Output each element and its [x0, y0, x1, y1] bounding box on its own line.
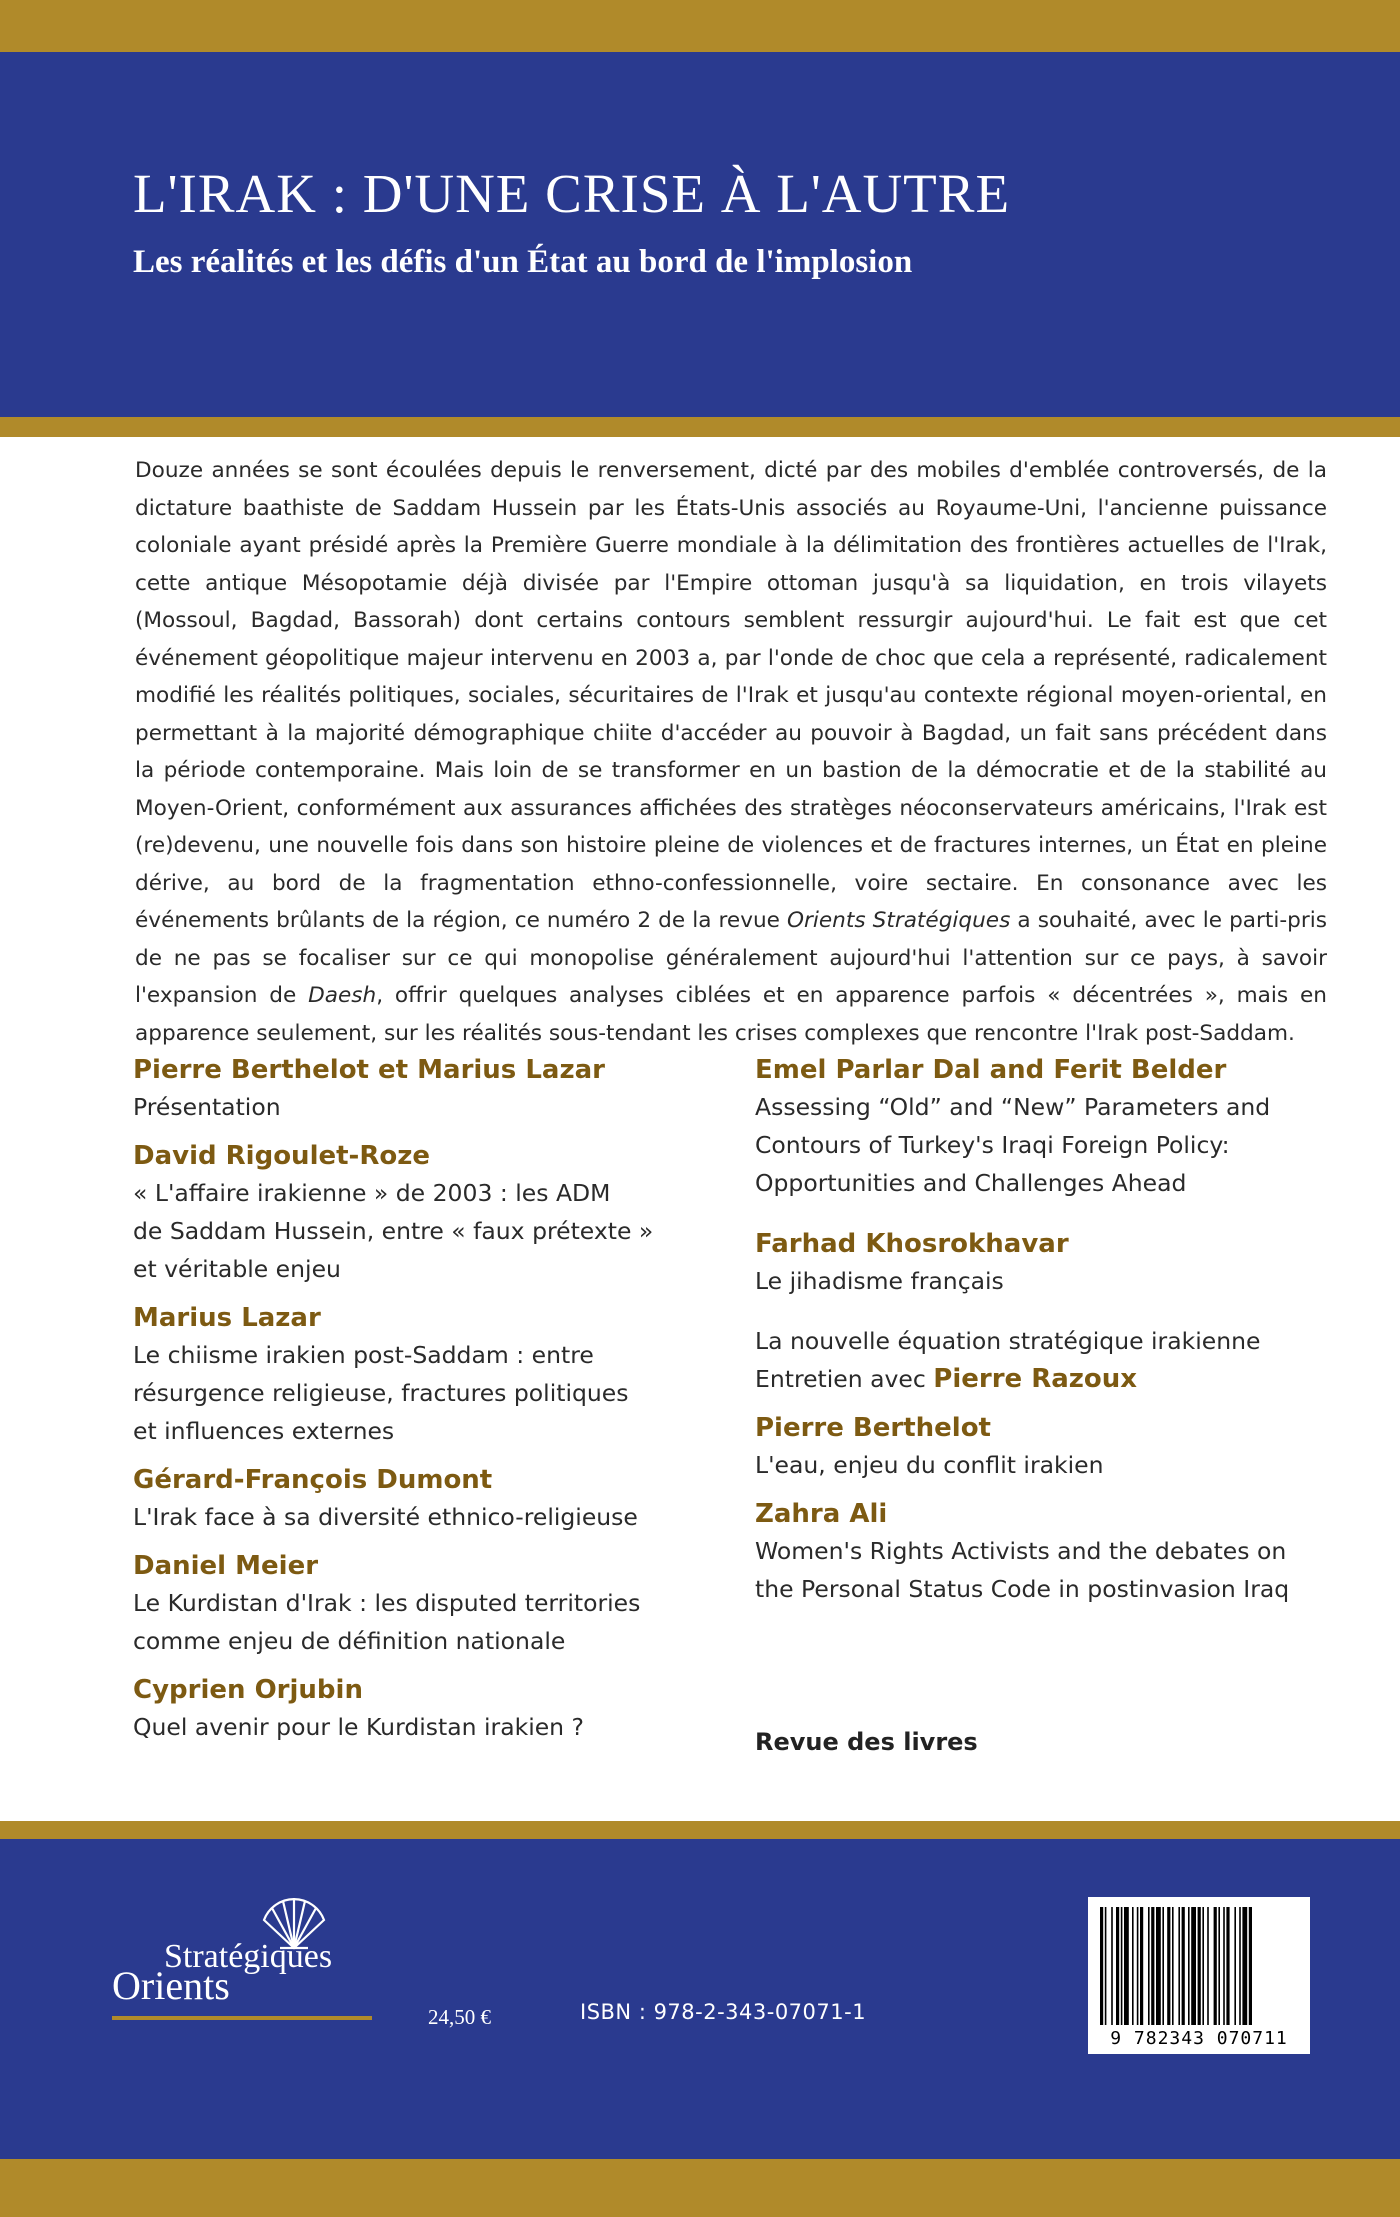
barcode-bar [1178, 1907, 1180, 2025]
header-gold-stripe-bottom [0, 417, 1400, 437]
barcode-bar [1188, 1907, 1190, 2025]
barcode-bar [1202, 1907, 1204, 2025]
barcode-bar [1249, 1907, 1252, 2025]
abstract-daesh: Daesh [308, 983, 377, 1008]
barcode-bar [1218, 1907, 1220, 2025]
abstract-paragraph [135, 452, 1327, 1052]
revue-des-livres: Revue des livres [755, 1728, 978, 1756]
barcode-bar [1242, 1907, 1247, 2025]
toc-author: Pierre Berthelot et Marius Lazar [133, 1055, 605, 1085]
barcode-bar [1121, 1907, 1123, 2025]
book-subtitle: Les réalités et les défis d'un État au bord de l'implosion [133, 244, 913, 280]
contents-right-column [755, 1052, 1315, 1756]
barcode-bar [1105, 1907, 1107, 2025]
publisher-logo [112, 1890, 382, 2025]
barcode-bar [1148, 1907, 1150, 2025]
toc-author: Pierre Berthelot [755, 1413, 991, 1443]
barcode-bar [1198, 1907, 1201, 2025]
toc-article: Assessing “Old” and “New” Parameters and Contours of Turkey's Iraqi Foreign Policy: Opportunities and Challenges Ahead [755, 1093, 1271, 1197]
abstract-text-1: Douze années se sont écoulées depuis le renversement, dicté par des mobiles d'emblée controversés, de la dictature baathiste de Saddam Hussein par les États-Unis associés au Royaume-Uni, l'ancienne puissance coloniale ayant présidé après la Première Guerre mondiale à la délimitation des frontières actuelles de l'Irak, cette antique Mésopotamie déjà divisée par l'Empire ottoman jusqu'à sa liquidation, en trois vilayets (Mossoul, Bagdad, Bassorah) dont certains contours semblent ressurgir aujourd'hui. Le fait est que cet événement géopolitique majeur intervenu en 2003 a, par l'onde de choc que cela a représenté, radicalement modifié les réalités politiques, sociales, sécuritaires de l'Irak et jusqu'au contexte régional moyen-oriental, en permettant à la majorité démographique chiite d'accéder au pouvoir à Bagdad, un fait sans précédent dans la période contemporaine. Mais loin de se transformer en un bastion de la démocratie et de la stabilité au Moyen-Orient, conformément aux assurances affichées des stratèges néoconservateurs américains, l'Irak est (re)devenu, une nouvelle fois dans son histoire pleine de violences et de fractures internes, un État en pleine dérive, au bord de la fragmentation ethno-confessionnelle, voire sectaire. En consonance avec les événements brûlants de la région, ce numéro 2 de la revue [135, 458, 1327, 933]
toc-entry [133, 1672, 693, 1746]
barcode-bar [1132, 1907, 1134, 2025]
barcode-bar [1172, 1907, 1174, 2025]
toc-author: Emel Parlar Dal and Ferit Belder [755, 1055, 1227, 1085]
barcode-bar [1214, 1907, 1217, 2025]
footer-gold-stripe-top [0, 1821, 1400, 1839]
barcode-number: 9 782343 070711 [1110, 2028, 1288, 2049]
barcode-bar [1140, 1907, 1143, 2025]
logo-text-strategiques: Stratégiques [164, 1938, 333, 1975]
toc-entry [755, 1052, 1315, 1202]
barcode-bar [1223, 1907, 1225, 2025]
barcode-bar [1124, 1907, 1129, 2025]
toc-entry [755, 1226, 1315, 1300]
toc-article: Le Kurdistan d'Irak : les disputed territories comme enjeu de définition nationale [133, 1589, 641, 1655]
toc-author: Gérard-François Dumont [133, 1465, 493, 1495]
toc-entry [133, 1548, 693, 1660]
toc-author: Marius Lazar [133, 1303, 321, 1333]
toc-interview-title: La nouvelle équation stratégique irakienne [755, 1327, 1261, 1355]
barcode-bar [1100, 1907, 1103, 2025]
abstract-journal-name: Orients Stratégiques [787, 908, 1011, 933]
barcode-bar [1116, 1907, 1119, 2025]
toc-entry [755, 1496, 1315, 1608]
toc-entry [755, 1410, 1315, 1484]
barcode-bar [1167, 1907, 1170, 2025]
toc-author: David Rigoulet-Roze [133, 1141, 430, 1171]
contents-left-column [133, 1052, 693, 1758]
logo-text-orients: Orients [112, 1963, 230, 2008]
toc-article: L'Irak face à sa diversité ethnico-religieuse [133, 1503, 638, 1531]
barcode-bar [1156, 1907, 1161, 2025]
toc-entry [133, 1052, 693, 1126]
toc-entry [133, 1300, 693, 1450]
toc-article: Le jihadisme français [755, 1267, 1004, 1295]
toc-article: L'eau, enjeu du conflit irakien [755, 1451, 1104, 1479]
toc-interview-prefix: Entretien avec [755, 1365, 934, 1393]
barcode-bar [1111, 1907, 1113, 2025]
toc-interview-line [755, 1360, 1315, 1398]
toc-author: Cyprien Orjubin [133, 1675, 363, 1705]
isbn-label: ISBN : 978-2-343-07071-1 [580, 2000, 867, 2024]
toc-article: Présentation [133, 1093, 281, 1121]
toc-entry [133, 1462, 693, 1536]
barcode-bar [1137, 1907, 1139, 2025]
barcode [1088, 1897, 1310, 2054]
toc-interview-entry [755, 1322, 1315, 1398]
barcode-bar [1151, 1907, 1154, 2025]
abstract-text-3: , offrir quelques analyses ciblées et en apparence parfois « décentrées », mais en apparence seulement, sur les réalités sous-tendant les crises complexes que rencontre l'Irak post-Saddam. [135, 983, 1327, 1046]
barcode-bar [1182, 1907, 1185, 2025]
toc-interview-author: Pierre Razoux [933, 1364, 1138, 1394]
logo-underline [112, 2016, 372, 2020]
toc-entry [133, 1138, 693, 1288]
barcode-bar [1207, 1907, 1209, 2025]
header-gold-stripe-top [0, 0, 1400, 52]
footer-gold-stripe-bottom [0, 2159, 1400, 2217]
price-label: 24,50 € [428, 2005, 491, 2029]
barcode-bar [1162, 1907, 1164, 2025]
toc-author: Farhad Khosrokhavar [755, 1229, 1069, 1259]
barcode-bar [1191, 1907, 1196, 2025]
toc-article: Quel avenir pour le Kurdistan irakien ? [133, 1713, 585, 1741]
toc-article: « L'affaire irakienne » de 2003 : les ADM de Saddam Hussein, entre « faux prétexte » et véritable enjeu [133, 1179, 654, 1283]
abstract-text-2: a souhaité, avec le parti-pris de ne pas se focaliser sur ce qui monopolise généralement aujourd'hui l'attention sur ce pays, à savoir l'expansion de [135, 908, 1327, 1008]
book-title: L'IRAK : D'UNE CRISE À L'AUTRE [133, 163, 1011, 224]
toc-article: Women's Rights Activists and the debates on the Personal Status Code in postinvasion Iraq [755, 1537, 1290, 1603]
barcode-bar [1239, 1907, 1241, 2025]
barcode-bar [1226, 1907, 1229, 2025]
barcode-bar [1234, 1907, 1236, 2025]
toc-author: Zahra Ali [755, 1499, 888, 1529]
toc-article: Le chiisme irakien post-Saddam : entre résurgence religieuse, fractures politiques et influences externes [133, 1341, 629, 1445]
toc-author: Daniel Meier [133, 1551, 319, 1581]
barcode-bars [1100, 1907, 1298, 2025]
